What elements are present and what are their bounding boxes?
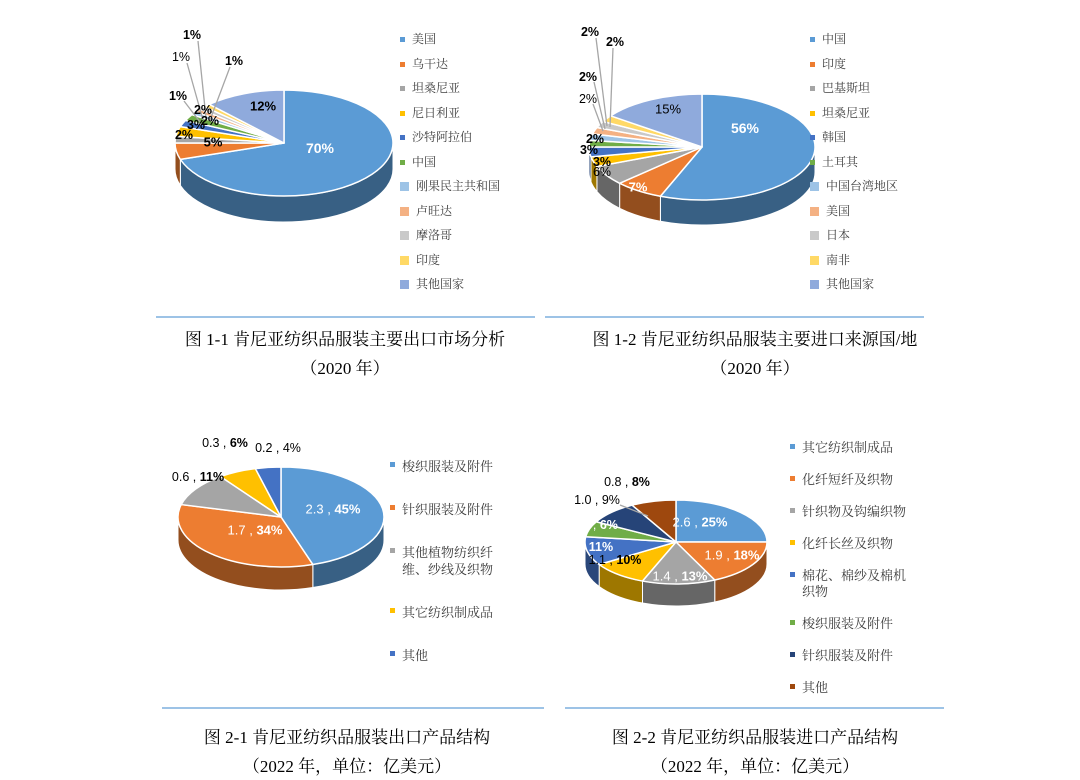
legend-marker-dot-icon (390, 548, 395, 553)
chart-legend (790, 440, 908, 712)
legend-label: 针织服装及附件 (402, 502, 494, 517)
figure-caption-2-1 (150, 723, 544, 780)
legend-label: 印度 (822, 56, 847, 71)
legend-marker-dot-icon (400, 135, 405, 140)
legend-label: 沙特阿拉伯 (412, 130, 473, 144)
legend-label: 印度 (416, 252, 441, 267)
value-label (306, 502, 361, 517)
legend-label: 刚果民主共和国 (416, 179, 501, 193)
value-label (228, 523, 283, 538)
legend-label: 坦桑尼亚 (412, 81, 461, 95)
value-label-part: 1% (224, 54, 244, 68)
figure-caption-subtitle: （2022 年，单位：亿美元） (650, 757, 860, 776)
value-label-part: 1% (182, 28, 202, 42)
chart-legend (390, 458, 494, 690)
figure-caption-1-2 (545, 325, 965, 383)
legend-item (810, 180, 898, 192)
value-label-part: 45% (334, 501, 361, 517)
value-label-part: 3% (579, 143, 599, 157)
legend-item (390, 501, 494, 518)
legend-item (390, 604, 494, 621)
value-label (604, 475, 650, 489)
legend-marker-dot-icon (790, 540, 795, 545)
legend-label: 棉花、棉纱及棉机织物 (802, 568, 907, 599)
legend-marker-sq-icon (810, 207, 819, 216)
value-label-part: 6% (229, 436, 248, 450)
legend-item (790, 472, 908, 488)
legend-marker-sq-icon (810, 256, 819, 265)
legend-label: 其他植物纺织纤维、纱线及织物 (402, 545, 494, 577)
legend-marker-sq-icon (400, 207, 409, 216)
legend-marker-dot-icon (400, 86, 405, 91)
legend-item (400, 205, 500, 217)
value-label (579, 92, 597, 106)
legend-item (790, 680, 908, 696)
value-label-part: 0.6 , (572, 518, 600, 532)
legend-marker-dot-icon (790, 508, 795, 513)
legend-label: 韩国 (822, 130, 847, 144)
value-label-part: 7% (628, 179, 648, 195)
value-label (593, 155, 611, 169)
value-label-part: 12% (249, 98, 277, 114)
legend-label: 其他 (402, 648, 429, 663)
legend-item (790, 568, 908, 600)
legend-label: 摩洛哥 (416, 228, 453, 242)
value-label-part: 70% (305, 140, 335, 156)
value-label (172, 50, 190, 64)
value-label-part: 1.7 , (227, 522, 257, 538)
value-label-part: 0.8 , (604, 475, 632, 489)
legend-marker-dot-icon (390, 505, 395, 510)
value-label-part: 2% (200, 114, 220, 128)
value-label-part: 10% (616, 553, 642, 567)
legend-item (400, 33, 500, 45)
value-label-part: 13% (681, 568, 708, 584)
legend-label: 其它纺织制成品 (402, 605, 494, 620)
value-label-part: 2% (585, 132, 605, 146)
value-label-part: 2.3 , (305, 501, 335, 517)
caption-divider-line (156, 316, 535, 318)
legend-item (400, 278, 500, 290)
value-label (581, 25, 599, 39)
value-label (572, 518, 618, 532)
value-label (705, 548, 760, 563)
value-label-part: 3% (592, 155, 612, 169)
legend-item (390, 544, 494, 578)
legend-label: 其他国家 (826, 277, 875, 291)
legend-marker-dot-icon (790, 444, 795, 449)
figure-caption-title: 图 1-1 肯尼亚纺织品服装主要出口市场分析 (184, 330, 506, 349)
value-label-part: 8% (631, 475, 650, 489)
legend-item (790, 536, 908, 552)
legend-marker-dot-icon (810, 160, 815, 165)
legend-marker-dot-icon (400, 37, 405, 42)
legend-label: 其它纺织制成品 (802, 440, 894, 455)
value-label (169, 89, 187, 103)
pie-chart-export-markets (150, 20, 540, 315)
legend-marker-sq-icon (400, 182, 409, 191)
legend-marker-dot-icon (390, 651, 395, 656)
value-label-part: 2% (193, 103, 213, 117)
legend-marker-dot-icon (810, 37, 815, 42)
legend-item (810, 33, 898, 45)
legend-marker-sq-icon (810, 280, 819, 289)
legend-marker-dot-icon (790, 652, 795, 657)
value-label (250, 99, 276, 114)
legend-marker-sq-icon (400, 231, 409, 240)
value-label-part: 1.1 , (560, 540, 589, 554)
value-label (225, 54, 243, 68)
legend-label: 日本 (826, 228, 851, 242)
chart-legend (400, 33, 500, 303)
figure-caption-1-1 (150, 325, 540, 383)
legend-label: 其他 (802, 680, 829, 695)
legend-item (810, 107, 898, 119)
pie-chart-export-products (150, 420, 540, 710)
legend-item (810, 156, 898, 168)
legend-label: 化纤长丝及织物 (802, 536, 894, 551)
legend-item (790, 616, 908, 632)
legend-marker-dot-icon (810, 86, 815, 91)
legend-marker-dot-icon (790, 684, 795, 689)
value-label-part: 2% (578, 92, 598, 106)
legend-marker-dot-icon (810, 111, 815, 116)
value-label-part: 1.9 , (704, 547, 734, 563)
legend-marker-sq-icon (810, 231, 819, 240)
legend-item (390, 647, 494, 664)
legend-item (810, 58, 898, 70)
value-label (731, 120, 759, 136)
legend-label: 乌干达 (412, 56, 449, 71)
legend-item (810, 131, 898, 143)
legend-item (790, 440, 908, 456)
pie-3d-canvas (560, 20, 980, 315)
value-label-part: 6% (599, 518, 618, 532)
legend-label: 化纤短纤及织物 (802, 472, 894, 487)
value-label (589, 553, 642, 567)
value-label-part: 11% (588, 540, 614, 554)
value-label (202, 436, 248, 450)
legend-marker-dot-icon (390, 608, 395, 613)
legend-label: 尼日利亚 (412, 105, 461, 120)
legend-item (400, 180, 500, 192)
figure-caption-title: 图 2-1 肯尼亚纺织品服装出口产品结构 (203, 728, 491, 747)
legend-item (400, 82, 500, 94)
legend-label: 中国台湾地区 (826, 179, 899, 193)
legend-label: 针织物及钩编织物 (802, 504, 907, 519)
figure-caption-subtitle: （2020 年） (300, 359, 390, 378)
legend-marker-dot-icon (400, 160, 405, 165)
value-label-part: 2% (605, 35, 625, 49)
legend-label: 美国 (412, 32, 437, 46)
value-label-part: 2.6 , (672, 514, 702, 530)
value-label (579, 70, 597, 84)
value-label (655, 102, 681, 117)
legend-label: 梭织服装及附件 (802, 616, 894, 631)
value-label-part: 34% (256, 522, 283, 538)
pie-chart-import-origins (560, 20, 980, 315)
caption-divider-line (545, 316, 924, 318)
figure-caption-subtitle: （2020 年） (710, 359, 800, 378)
legend-marker-dot-icon (790, 620, 795, 625)
value-label-part: 0.3 , (202, 436, 230, 450)
value-label (306, 140, 334, 156)
value-label-part: 56% (730, 120, 760, 136)
figure-caption-title: 图 2-2 肯尼亚纺织品服装进口产品结构 (611, 728, 899, 747)
legend-label: 南非 (826, 252, 851, 267)
caption-divider-line (162, 707, 544, 709)
chart-legend (810, 33, 898, 303)
legend-item (810, 278, 898, 290)
legend-item (810, 254, 898, 266)
legend-label: 中国 (412, 154, 437, 169)
value-label-part: 25% (701, 514, 728, 530)
value-label-part: 5% (203, 134, 223, 150)
figure-caption-subtitle: （2022 年，单位：亿美元） (242, 757, 452, 776)
value-label-part: 0.2 , 4% (255, 441, 301, 455)
legend-marker-dot-icon (790, 572, 795, 577)
value-label-part: 3% (186, 118, 206, 132)
value-label (172, 470, 224, 484)
legend-item (390, 458, 494, 475)
value-label-part: 1.4 , (652, 568, 682, 584)
legend-item (810, 205, 898, 217)
legend-item (790, 648, 908, 664)
value-label-part: 11% (199, 470, 225, 484)
legend-label: 梭织服装及附件 (402, 459, 494, 474)
legend-item (810, 229, 898, 241)
legend-label: 其他国家 (416, 277, 465, 291)
value-label-part: 18% (733, 547, 760, 563)
legend-marker-sq-icon (400, 256, 409, 265)
value-label (183, 28, 201, 42)
legend-item (400, 58, 500, 70)
legend-marker-sq-icon (810, 182, 819, 191)
legend-item (400, 156, 500, 168)
legend-marker-dot-icon (810, 135, 815, 140)
value-label-part: 15% (654, 101, 682, 117)
legend-marker-dot-icon (400, 111, 405, 116)
value-label (606, 35, 624, 49)
legend-marker-dot-icon (390, 462, 395, 467)
figure-caption-title: 图 1-2 肯尼亚纺织品服装主要进口来源国/地 (592, 330, 918, 349)
legend-item (790, 504, 908, 520)
value-label (194, 103, 212, 117)
value-label (255, 441, 301, 455)
legend-item (400, 131, 500, 143)
legend-label: 中国 (822, 32, 847, 46)
value-label (629, 180, 648, 195)
value-label-part: 2% (174, 128, 194, 142)
value-label (574, 493, 620, 507)
pie-chart-import-products (560, 420, 980, 710)
value-label-part: 2% (580, 25, 600, 39)
legend-label: 针织服装及附件 (802, 648, 894, 663)
value-label (204, 135, 223, 150)
value-label-part: 1.0 , 9% (574, 493, 620, 507)
legend-label: 坦桑尼亚 (822, 105, 871, 120)
value-label-part: 6% (592, 165, 612, 179)
legend-label: 美国 (826, 203, 851, 218)
legend-marker-dot-icon (400, 62, 405, 67)
value-label (673, 515, 728, 530)
legend-item (400, 254, 500, 266)
value-label-part: 1% (171, 50, 191, 64)
value-label (586, 132, 604, 146)
legend-marker-dot-icon (810, 62, 815, 67)
legend-marker-dot-icon (790, 476, 795, 481)
value-label-part: 1.1 , (588, 553, 617, 567)
legend-label: 卢旺达 (416, 203, 453, 218)
legend-label: 土耳其 (822, 154, 859, 169)
legend-item (400, 107, 500, 119)
legend-marker-sq-icon (400, 280, 409, 289)
value-label-part: 2% (578, 70, 598, 84)
legend-item (810, 82, 898, 94)
value-label-part: 0.6 , (171, 470, 200, 484)
figure-caption-2-2 (560, 723, 950, 780)
legend-label: 巴基斯坦 (822, 81, 871, 95)
value-label (653, 569, 708, 584)
value-label-part: 1% (168, 89, 188, 103)
legend-item (400, 229, 500, 241)
value-label (561, 540, 613, 554)
